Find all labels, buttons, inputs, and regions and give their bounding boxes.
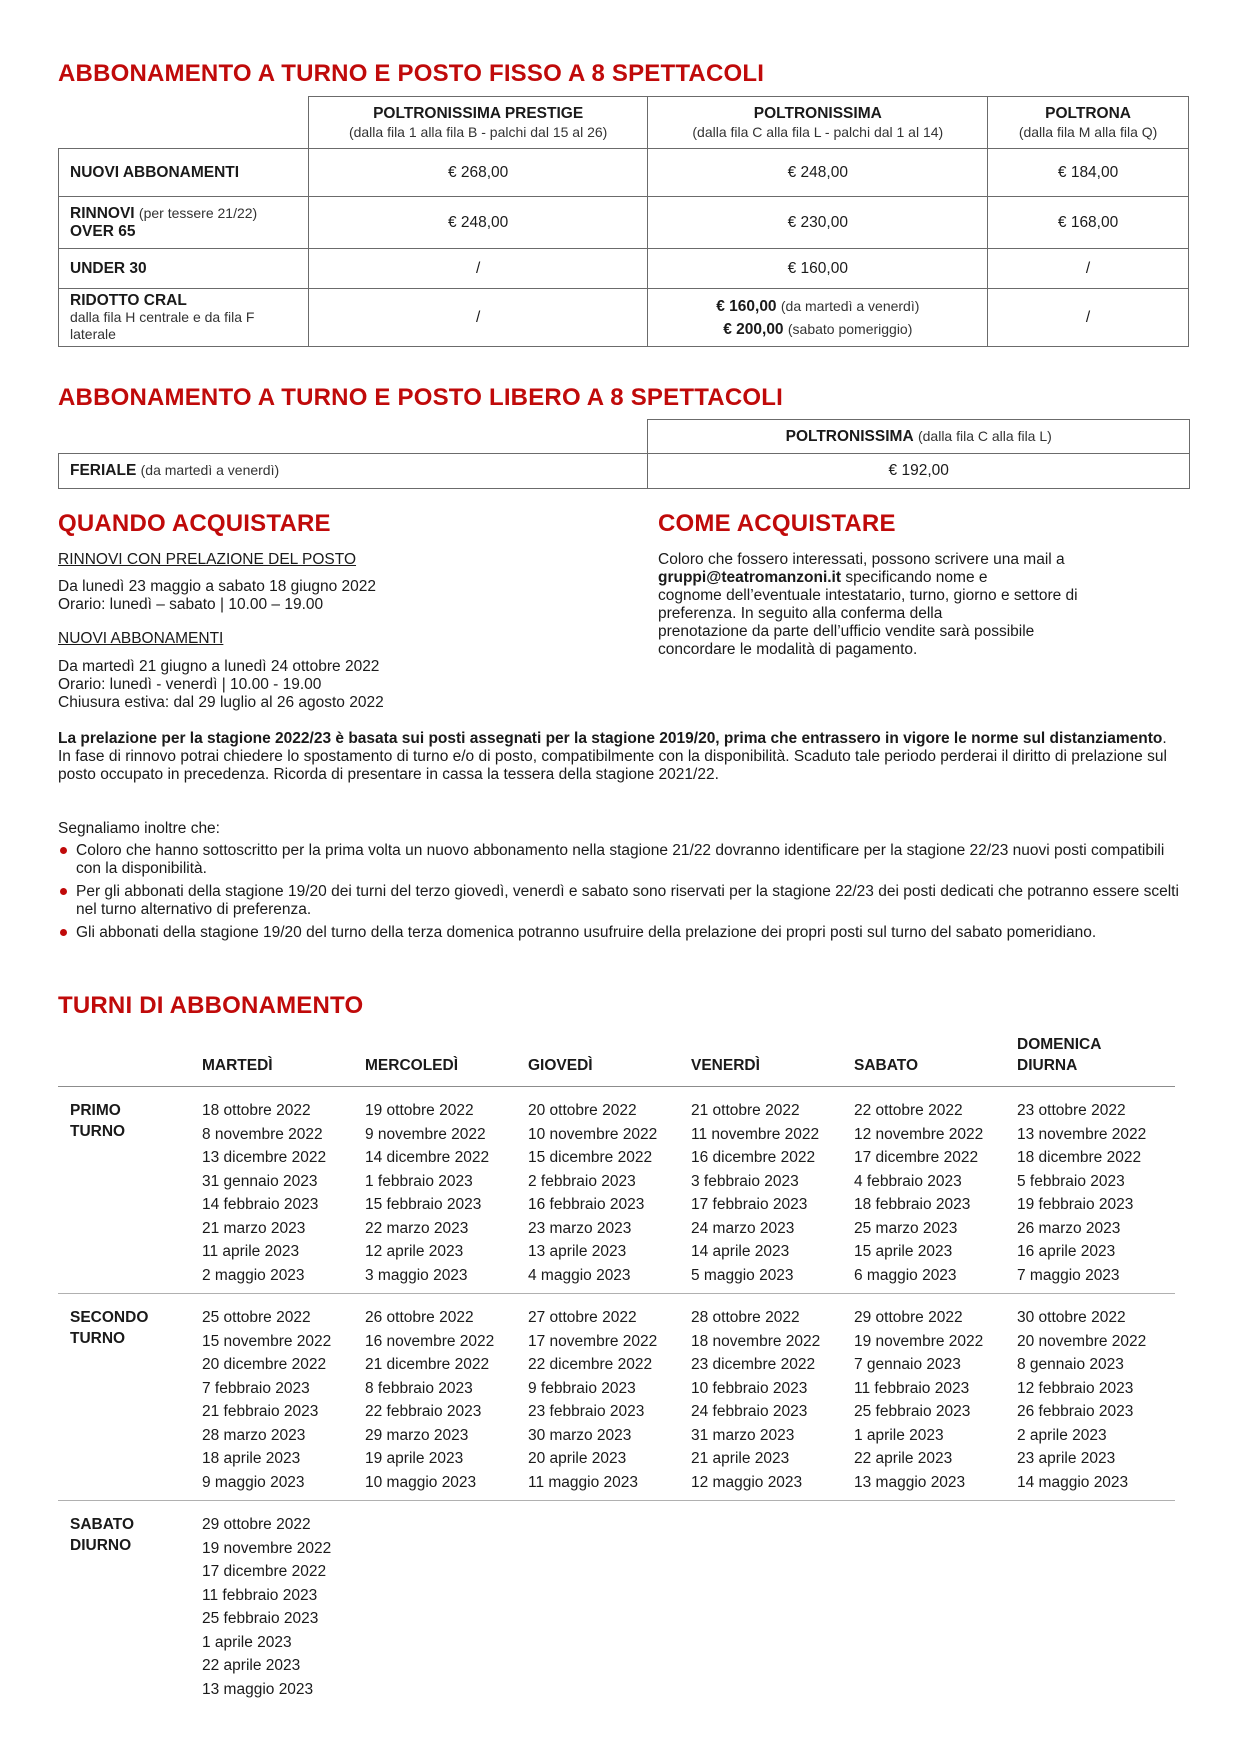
day-header: MERCOLEDÌ xyxy=(365,1057,458,1074)
price-cell: / xyxy=(988,249,1189,289)
price-cell: € 230,00 xyxy=(648,197,988,249)
price-table-posto-libero xyxy=(58,419,1190,489)
price-cell: / xyxy=(988,289,1189,347)
come-text-line: Coloro che fossero interessati, possono scrivere una mail a xyxy=(658,551,1065,568)
date-column: 20 ottobre 2022 10 novembre 2022 15 dicembre 2022 2 febbraio 2023 16 febbraio 2023 23 marzo 2023 13 aprile 2023 4 maggio 2023 xyxy=(528,1102,658,1284)
come-text-line: concordare le modalità di pagamento. xyxy=(658,641,918,658)
bullet-icon xyxy=(60,847,67,854)
notes-list xyxy=(58,842,1183,947)
turno-label: PRIMO TURNO xyxy=(70,1102,126,1140)
day-header: DOMENICA DIURNA xyxy=(1017,1036,1101,1074)
date-column: 28 ottobre 2022 18 novembre 2022 23 dicembre 2022 10 febbraio 2023 24 febbraio 2023 31 marzo 2023 21 aprile 2023 12 maggio 2023 xyxy=(691,1309,821,1491)
date-column: 29 ottobre 2022 19 novembre 2022 17 dicembre 2022 11 febbraio 2023 25 febbraio 2023 1 aprile 2023 22 aprile 2023 13 maggio 2023 xyxy=(202,1516,332,1698)
price-cell: / xyxy=(308,289,648,347)
price-cell: € 184,00 xyxy=(988,149,1189,197)
turni-schedule xyxy=(58,1030,1175,1711)
table-row xyxy=(59,289,1189,347)
section-title-posto-libero: ABBONAMENTO A TURNO E POSTO LIBERO A 8 SPETTACOLI xyxy=(58,384,783,411)
date-column: 22 ottobre 2022 12 novembre 2022 17 dicembre 2022 4 febbraio 2023 18 febbraio 2023 25 marzo 2023 15 aprile 2023 6 maggio 2023 xyxy=(854,1102,984,1284)
come-text-line: gruppi@teatromanzoni.it specificando nome e xyxy=(658,569,988,586)
nuovi-hours: Orario: lunedì - venerdì | 10.00 - 19.00 xyxy=(58,676,322,693)
schedule-header xyxy=(58,1030,1175,1087)
turno-label: SECONDO TURNO xyxy=(70,1309,149,1347)
empty-corner-cell xyxy=(59,420,648,454)
table-row xyxy=(59,149,1189,197)
section-title-quando: QUANDO ACQUISTARE xyxy=(58,510,331,537)
date-column: 29 ottobre 2022 19 novembre 2022 7 gennaio 2023 11 febbraio 2023 25 febbraio 2023 1 aprile 2023 22 aprile 2023 13 maggio 2023 xyxy=(854,1309,984,1491)
row-label: FERIALE (da martedì a venerdì) xyxy=(59,454,648,489)
date-column: 25 ottobre 2022 15 novembre 2022 20 dicembre 2022 7 febbraio 2023 21 febbraio 2023 28 marzo 2023 18 aprile 2023 9 maggio 2023 xyxy=(202,1309,332,1491)
column-header: POLTRONISSIMA PRESTIGE (dalla fila 1 alla fila B - palchi dal 15 al 26) xyxy=(308,97,648,149)
price-cell: € 268,00 xyxy=(308,149,648,197)
list-item: Coloro che hanno sottoscritto per la prima volta un nuovo abbonamento nella stagione 21/22 dovranno identificare per la stagione 22/23 nuovi posti compatibili con la disponibilità. xyxy=(58,842,1183,878)
price-cell: € 248,00 xyxy=(308,197,648,249)
price-cell: € 248,00 xyxy=(648,149,988,197)
date-column: 19 ottobre 2022 9 novembre 2022 14 dicembre 2022 1 febbraio 2023 15 febbraio 2023 22 marzo 2023 12 aprile 2023 3 maggio 2023 xyxy=(365,1102,490,1284)
day-header: SABATO xyxy=(854,1057,919,1074)
rinnovi-dates: Da lunedì 23 maggio a sabato 18 giugno 2022 xyxy=(58,578,376,595)
row-label: UNDER 30 xyxy=(59,249,309,289)
section-title-turni: TURNI DI ABBONAMENTO xyxy=(58,992,364,1019)
come-text-line: cognome dell’eventuale intestatario, turno, giorno e settore di xyxy=(658,587,1078,604)
day-header: VENERDÌ xyxy=(691,1057,760,1074)
segnaliamo-intro: Segnaliamo inoltre che: xyxy=(58,820,220,837)
day-header: GIOVEDÌ xyxy=(528,1057,593,1074)
bullet-icon xyxy=(60,888,67,895)
price-cell: / xyxy=(308,249,648,289)
price-cell: € 192,00 xyxy=(648,454,1190,489)
turno-group-primo xyxy=(58,1087,1175,1294)
day-header: MARTEDÌ xyxy=(202,1057,273,1074)
email-link[interactable]: gruppi@teatromanzoni.it xyxy=(658,569,842,586)
date-column: 21 ottobre 2022 11 novembre 2022 16 dicembre 2022 3 febbraio 2023 17 febbraio 2023 24 marzo 2023 14 aprile 2023 5 maggio 2023 xyxy=(691,1102,820,1284)
turno-group-secondo xyxy=(58,1294,1175,1501)
date-column: 30 ottobre 2022 20 novembre 2022 8 gennaio 2023 12 febbraio 2023 26 febbraio 2023 2 aprile 2023 23 aprile 2023 14 maggio 2023 xyxy=(1017,1309,1147,1491)
date-column: 26 ottobre 2022 16 novembre 2022 21 dicembre 2022 8 febbraio 2023 22 febbraio 2023 29 marzo 2023 19 aprile 2023 10 maggio 2023 xyxy=(365,1309,495,1491)
nuovi-closure: Chiusura estiva: dal 29 luglio al 26 agosto 2022 xyxy=(58,694,384,711)
come-text-line: prenotazione da parte dell’ufficio vendite sarà possibile xyxy=(658,623,1035,640)
come-text-line: preferenza. In seguito alla conferma della xyxy=(658,605,943,622)
price-cell: € 160,00 xyxy=(648,249,988,289)
column-header: POLTRONA (dalla fila M alla fila Q) xyxy=(988,97,1189,149)
table-row xyxy=(59,249,1189,289)
subheading-rinnovi: RINNOVI CON PRELAZIONE DEL POSTO xyxy=(58,551,357,568)
column-header: POLTRONISSIMA (dalla fila C alla fila L - palchi dal 1 al 14) xyxy=(648,97,988,149)
price-cell-split: € 160,00 (da martedì a venerdì) € 200,00 (sabato pomeriggio) xyxy=(648,289,988,347)
price-table-posto-fisso xyxy=(58,96,1189,347)
nuovi-dates: Da martedì 21 giugno a lunedì 24 ottobre 2022 xyxy=(58,658,380,675)
turno-label: SABATO DIURNO xyxy=(70,1516,135,1554)
price-cell: € 168,00 xyxy=(988,197,1189,249)
turno-group-sabato-diurno xyxy=(58,1501,1175,1711)
date-column: 23 ottobre 2022 13 novembre 2022 18 dicembre 2022 5 febbraio 2023 19 febbraio 2023 26 marzo 2023 16 aprile 2023 7 maggio 2023 xyxy=(1017,1102,1147,1284)
list-item: Gli abbonati della stagione 19/20 del turno della terza domenica potranno usufruire della prelazione dei propri posti sul turno del sabato pomeridiano. xyxy=(58,924,1183,942)
bullet-icon xyxy=(60,929,67,936)
row-label: NUOVI ABBONAMENTI xyxy=(59,149,309,197)
list-item: Per gli abbonati della stagione 19/20 dei turni del terzo giovedì, venerdì e sabato sono riservati per la stagione 22/23 dei posti dedicati che potranno essere scelti nel turno alternativo di preferenza. xyxy=(58,883,1183,919)
date-column: 18 ottobre 2022 8 novembre 2022 13 dicembre 2022 31 gennaio 2023 14 febbraio 2023 21 marzo 2023 11 aprile 2023 2 maggio 2023 xyxy=(202,1102,327,1284)
table-row xyxy=(59,454,1190,489)
row-label: RINNOVI (per tessere 21/22) OVER 65 xyxy=(59,197,309,249)
row-label: RIDOTTO CRAL dalla fila H centrale e da fila F laterale xyxy=(59,289,309,347)
column-header: POLTRONISSIMA (dalla fila C alla fila L) xyxy=(648,420,1190,454)
date-column: 27 ottobre 2022 17 novembre 2022 22 dicembre 2022 9 febbraio 2023 23 febbraio 2023 30 marzo 2023 20 aprile 2023 11 maggio 2023 xyxy=(528,1309,658,1491)
rinnovi-hours: Orario: lunedì – sabato | 10.00 – 19.00 xyxy=(58,596,324,613)
table-row xyxy=(59,197,1189,249)
subheading-nuovi: NUOVI ABBONAMENTI xyxy=(58,630,224,647)
prelazione-note: La prelazione per la stagione 2022/23 è basata sui posti assegnati per la stagione 2019/20, prima che entrassero in vigore le norme sul distanziamento. In fase di rinnovo potrai chiedere lo spostamento di turno e/o di posto, compatibilmente con la disponibilità. Scaduto tale periodo perderai il diritto di prelazione sul posto occupato in precedenza. Ricorda di presentare in cassa la tessera della stagione 2021/22. xyxy=(58,730,1167,783)
empty-corner-cell xyxy=(59,97,309,149)
section-title-come: COME ACQUISTARE xyxy=(658,510,896,537)
section-title-posto-fisso: ABBONAMENTO A TURNO E POSTO FISSO A 8 SPETTACOLI xyxy=(58,60,765,87)
